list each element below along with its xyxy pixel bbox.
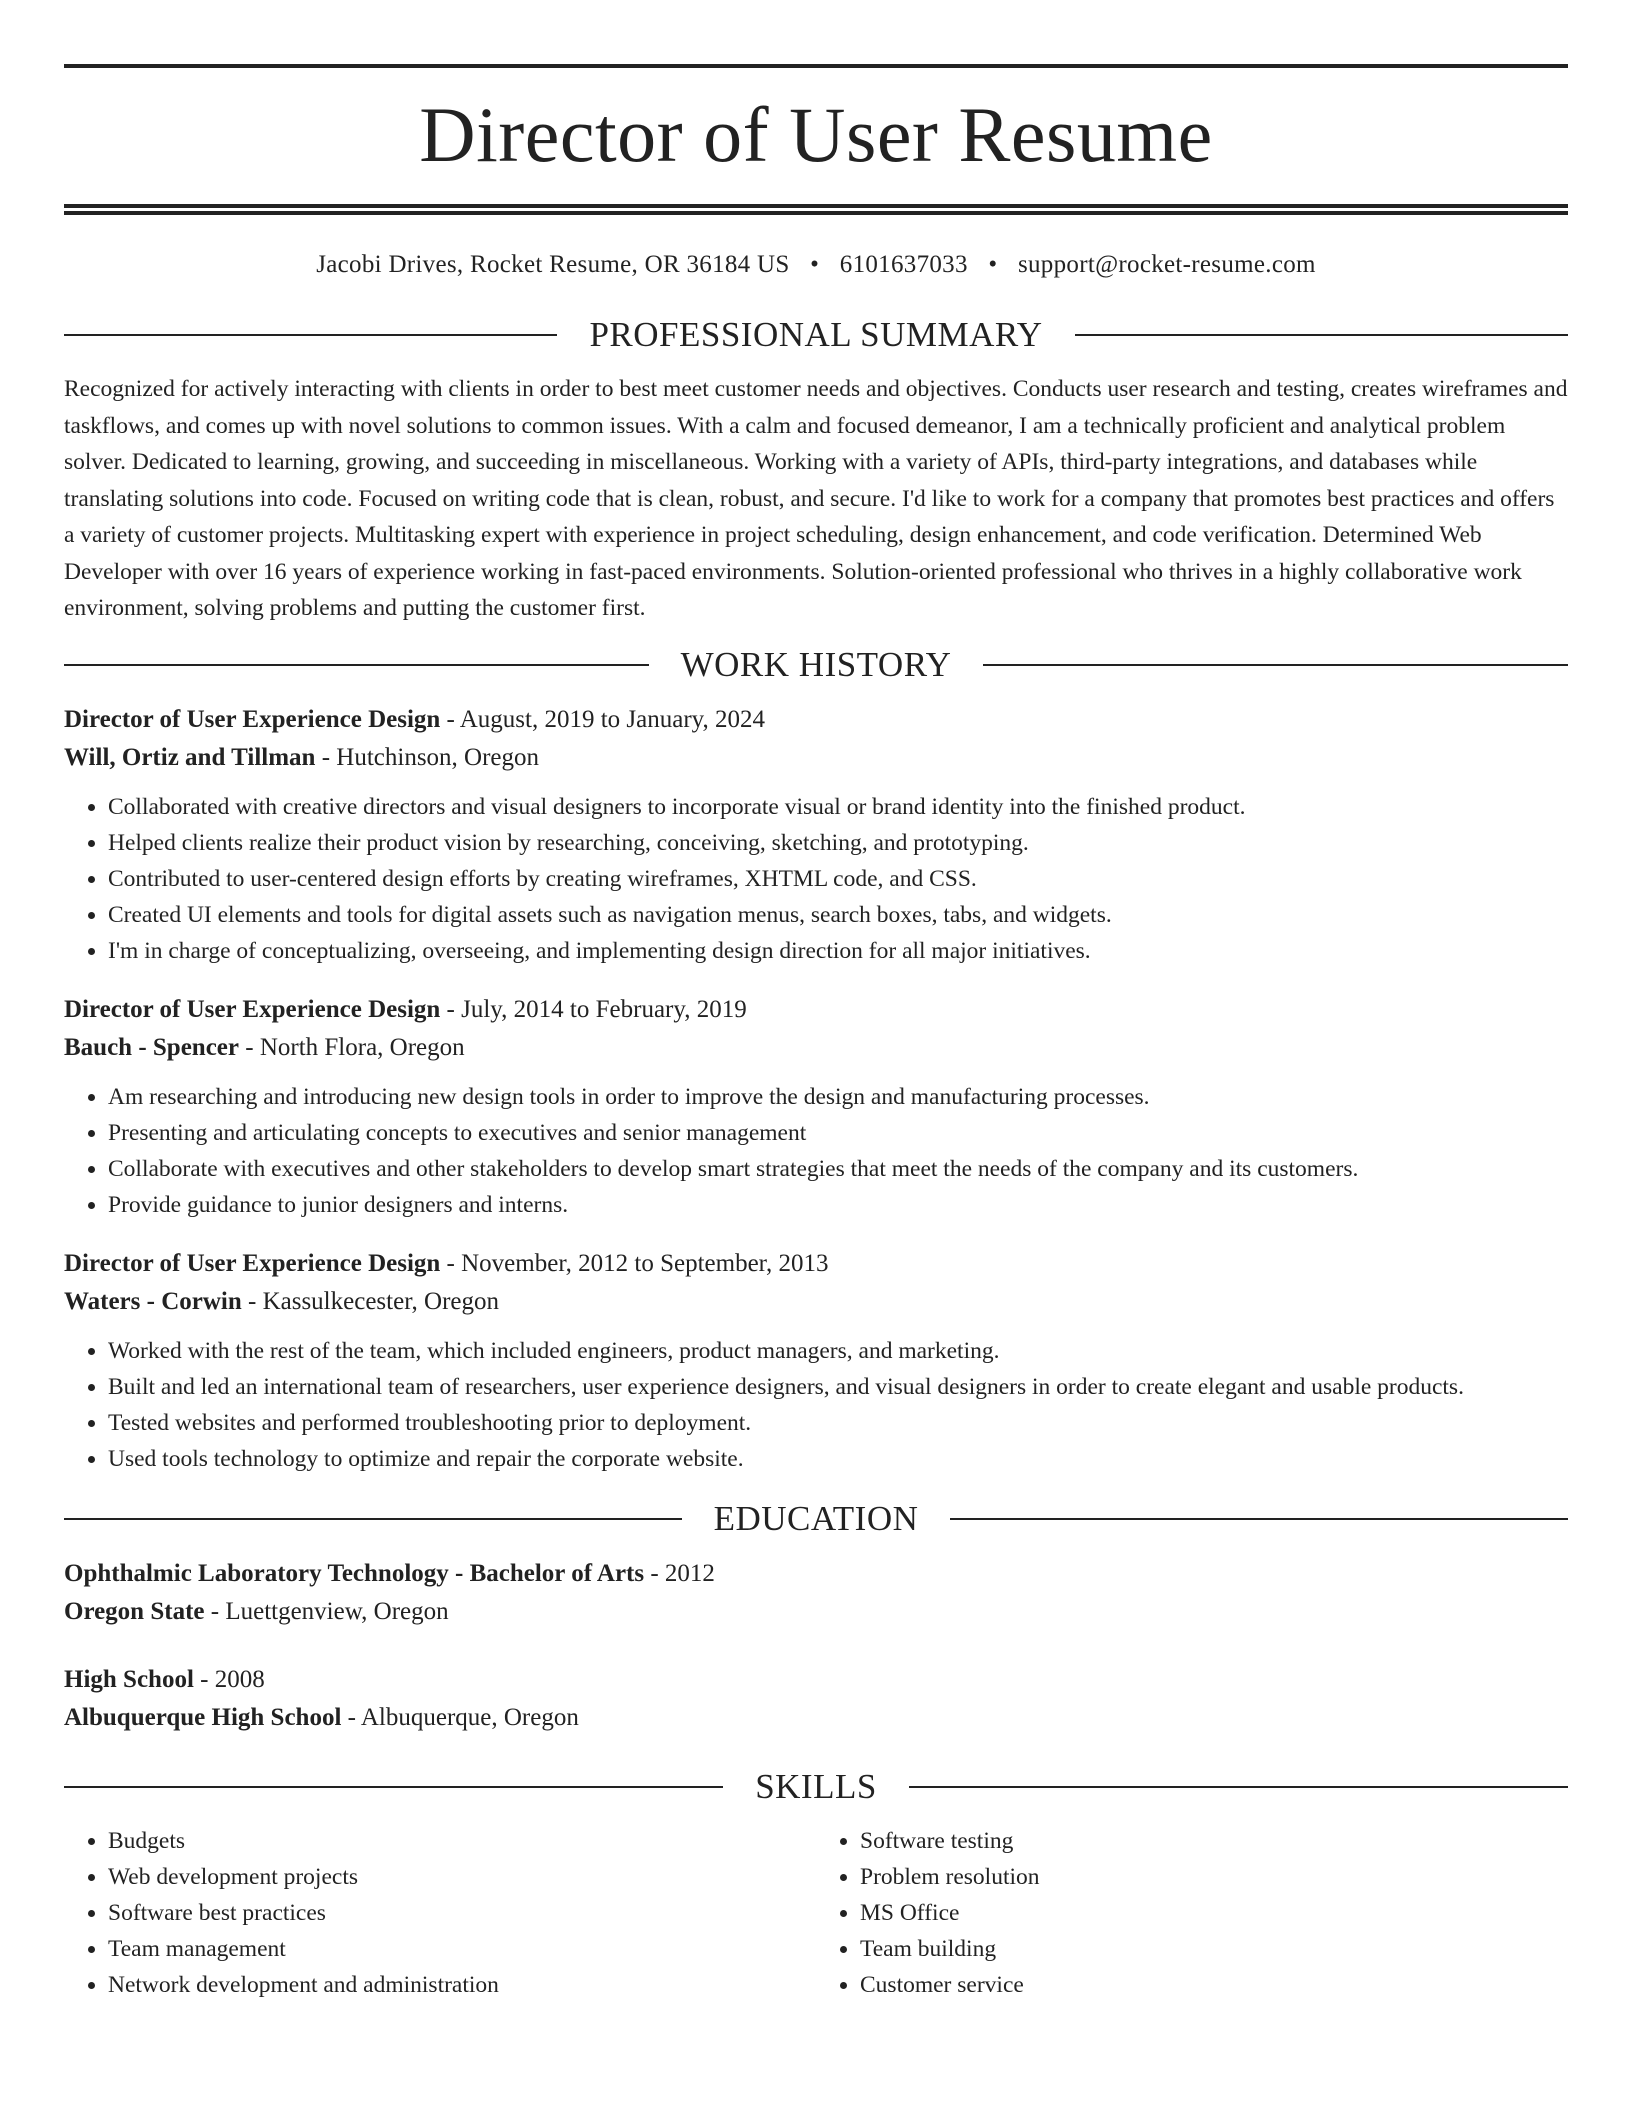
page-title: Director of User Resume xyxy=(419,91,1213,178)
summary-heading-label: PROFESSIONAL SUMMARY xyxy=(589,315,1043,354)
list-item: • Web development projects xyxy=(108,1859,816,1895)
heading-rule-left xyxy=(64,1786,723,1788)
list-item: • Used tools technology to optimize and repair the corporate website. xyxy=(108,1441,1568,1477)
resume-page xyxy=(64,0,1568,2003)
job-company: Waters - Corwin xyxy=(64,1287,242,1315)
list-item: • Presenting and articulating concepts to executives and senior management xyxy=(108,1115,1568,1151)
contact-email: support@rocket-resume.com xyxy=(1017,251,1316,278)
degree: High School xyxy=(64,1665,194,1693)
summary-section-heading xyxy=(64,315,1568,355)
job-entry-2 xyxy=(64,991,1568,1223)
school-line xyxy=(64,1699,1568,1737)
list-item: • Customer service xyxy=(860,1967,1568,2003)
degree: Ophthalmic Laboratory Technology - Bachelor of Arts xyxy=(64,1559,645,1587)
list-item: • Network development and administration xyxy=(108,1967,816,2003)
job-entry-1 xyxy=(64,701,1568,969)
job-location: - Hutchinson, Oregon xyxy=(315,743,540,771)
job-entry-3 xyxy=(64,1245,1568,1477)
list-item: • Collaborate with executives and other stakeholders to develop smart strategies that meet the needs of the company and its customers. xyxy=(108,1151,1568,1187)
list-item: • Tested websites and performed troubleshooting prior to deployment. xyxy=(108,1405,1568,1441)
list-item: • Contributed to user-centered design efforts by creating wireframes, XHTML code, and CSS. xyxy=(108,861,1568,897)
list-item: • Problem resolution xyxy=(860,1859,1568,1895)
contact-address: Jacobi Drives, Rocket Resume, OR 36184 US xyxy=(316,251,790,278)
title-double-rule xyxy=(64,204,1568,215)
job-title: Director of User Experience Design xyxy=(64,995,441,1023)
heading-rule-left xyxy=(64,664,649,666)
job-title: Director of User Experience Design xyxy=(64,705,441,733)
job-title: Director of User Experience Design xyxy=(64,1249,441,1277)
job-title-line xyxy=(64,701,1568,739)
contact-separator: • xyxy=(810,251,820,278)
list-item: • Collaborated with creative directors and visual designers to incorporate visual or brand identity into the finished product. xyxy=(108,789,1568,825)
list-item: • I'm in charge of conceptualizing, overseeing, and implementing design direction for all major initiatives. xyxy=(108,933,1568,969)
skills-section-heading xyxy=(64,1767,1568,1807)
heading-rule-right xyxy=(1075,334,1568,336)
job-company-line xyxy=(64,1029,1568,1067)
list-item: • Worked with the rest of the team, which included engineers, product managers, and marketing. xyxy=(108,1333,1568,1369)
skills-columns xyxy=(64,1823,1568,2003)
contact-phone: 6101637033 xyxy=(839,251,968,278)
list-item: • Budgets xyxy=(108,1823,816,1859)
job-title-line xyxy=(64,991,1568,1029)
skills-list-left xyxy=(64,1823,816,2003)
list-item: • Team management xyxy=(108,1931,816,1967)
job-title-line xyxy=(64,1245,1568,1283)
list-item: • Software best practices xyxy=(108,1895,816,1931)
skills-heading-label: SKILLS xyxy=(755,1766,877,1806)
job-location: - Kassulkecester, Oregon xyxy=(241,1287,499,1315)
skills-list-right xyxy=(816,1823,1568,2003)
job-company: Bauch - Spencer xyxy=(64,1033,239,1061)
work-heading-label: WORK HISTORY xyxy=(680,644,952,684)
job-dates: - November, 2012 to September, 2013 xyxy=(440,1249,829,1277)
contact-separator: • xyxy=(988,251,998,278)
list-item: • Provide guidance to junior designers and interns. xyxy=(108,1187,1568,1223)
school: Oregon State xyxy=(64,1597,205,1625)
job-bullets xyxy=(64,1333,1568,1477)
work-section-heading xyxy=(64,645,1568,685)
list-item: • Built and led an international team of researchers, user experience designers, and visual designers in order to create elegant and usable products. xyxy=(108,1369,1568,1405)
degree-year: - 2008 xyxy=(193,1665,265,1693)
education-section-heading xyxy=(64,1499,1568,1539)
top-rule xyxy=(64,64,1568,68)
contact-line xyxy=(64,251,1568,279)
list-item: • Created UI elements and tools for digital assets such as navigation menus, search boxes, tabs, and widgets. xyxy=(108,897,1568,933)
summary-paragraph: Recognized for actively interacting with clients in order to best meet customer needs and objectives. Conducts user research and testing, creates wireframes and taskflows, and comes up with novel solutions to common issues. With a calm and focused demeanor, I am a technically proficient and analytical problem solver. Dedicated to learning, growing, and succeeding in miscellaneous. Working with a variety of APIs, third-party integrations, and databases while translating solutions into code. Focused on writing code that is clean, robust, and secure. I'd like to work for a company that promotes best practices and offers a variety of customer projects. Multitasking expert with experience in project scheduling, design enhancement, and code verification. Determined Web Developer with over 16 years of experience working in fast-paced environments. Solution-oriented professional who thrives in a highly collaborative work environment, solving problems and putting the customer first. xyxy=(64,376,1568,621)
heading-rule-left xyxy=(64,1518,682,1520)
job-location: - North Flora, Oregon xyxy=(239,1033,465,1061)
job-dates: - August, 2019 to January, 2024 xyxy=(440,705,766,733)
job-bullets xyxy=(64,789,1568,969)
list-item: • Team building xyxy=(860,1931,1568,1967)
heading-rule-right xyxy=(983,664,1568,666)
job-company-line xyxy=(64,739,1568,777)
school-location: - Albuquerque, Oregon xyxy=(341,1703,579,1731)
degree-line xyxy=(64,1555,1568,1593)
list-item: • Helped clients realize their product vision by researching, conceiving, sketching, and prototyping. xyxy=(108,825,1568,861)
heading-rule-left xyxy=(64,334,557,336)
job-dates: - July, 2014 to February, 2019 xyxy=(440,995,747,1023)
heading-rule-right xyxy=(950,1518,1568,1520)
education-entry-1 xyxy=(64,1555,1568,1631)
school-location: - Luettgenview, Oregon xyxy=(204,1597,449,1625)
heading-rule-right xyxy=(909,1786,1568,1788)
job-company: Will, Ortiz and Tillman xyxy=(64,743,316,771)
degree-line xyxy=(64,1661,1568,1699)
job-company-line xyxy=(64,1283,1568,1321)
job-bullets xyxy=(64,1079,1568,1223)
school-line xyxy=(64,1593,1568,1631)
school: Albuquerque High School xyxy=(64,1703,342,1731)
degree-year: - 2012 xyxy=(644,1559,715,1587)
education-entry-2 xyxy=(64,1661,1568,1737)
education-heading-label: EDUCATION xyxy=(713,1498,919,1538)
list-item: • MS Office xyxy=(860,1895,1568,1931)
list-item: • Software testing xyxy=(860,1823,1568,1859)
list-item: • Am researching and introducing new design tools in order to improve the design and manufacturing processes. xyxy=(108,1079,1568,1115)
